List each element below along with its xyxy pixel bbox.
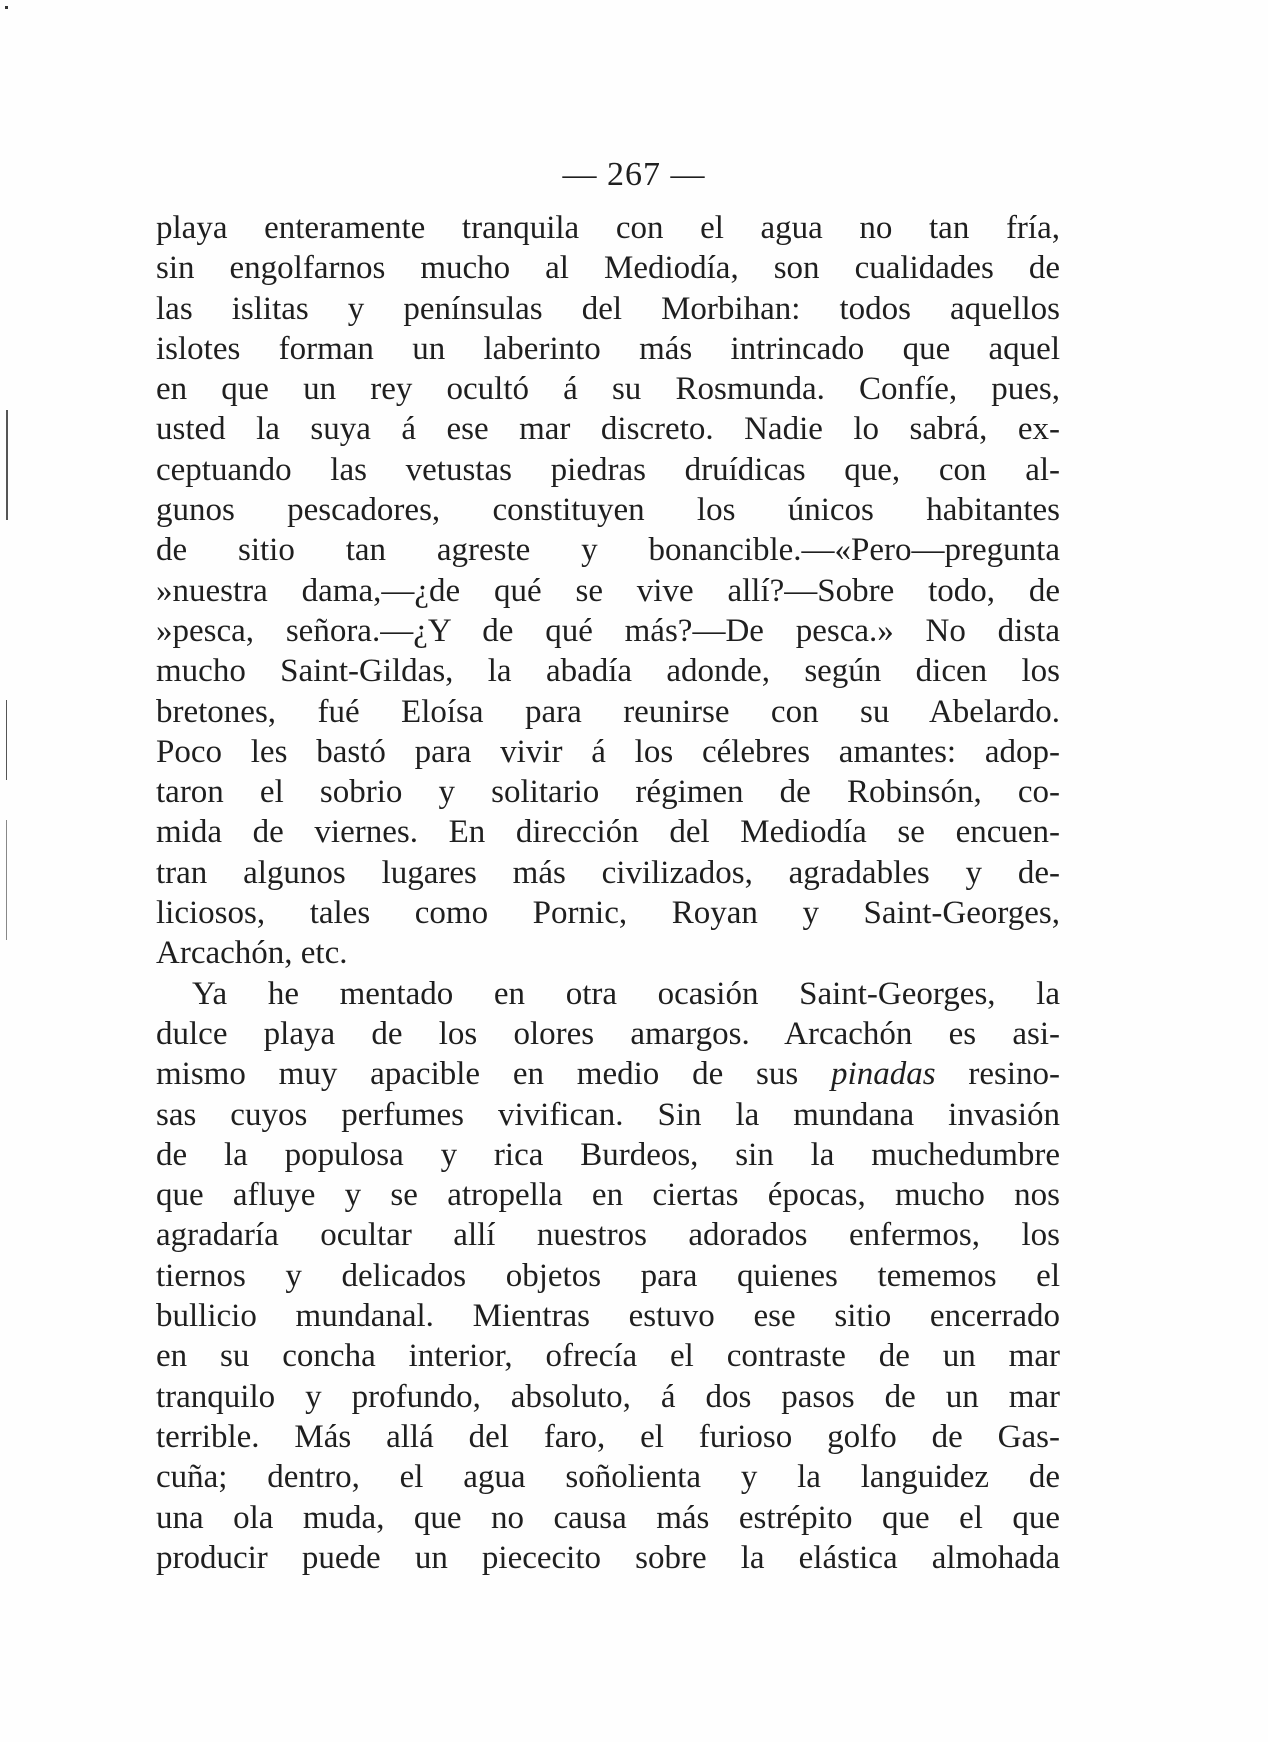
text-line: que afluye y se atropella en ciertas épocas, mucho nos bbox=[156, 1177, 1060, 1214]
page-number: — 267 — bbox=[562, 156, 706, 193]
text-line: mida de viernes. En dirección del Mediodía se encuen- bbox=[156, 814, 1060, 851]
text-line: islotes forman un laberinto más intrincado que aquel bbox=[156, 330, 1060, 367]
text-line: liciosos, tales como Pornic, Royan y Saint-Georges, bbox=[156, 895, 1060, 932]
scan-speck bbox=[5, 6, 8, 9]
text-line: mucho Saint-Gildas, la abadía adonde, según dicen los bbox=[156, 653, 1060, 690]
text-line: dulce playa de los olores amargos. Arcachón es asi- bbox=[156, 1015, 1060, 1052]
text-line: Arcachón, etc. bbox=[156, 935, 348, 972]
text-line: »nuestra dama,—¿de qué se vive allí?—Sobre todo, de bbox=[156, 572, 1060, 609]
text-line: en su concha interior, ofrecía el contraste de un mar bbox=[156, 1338, 1060, 1375]
text-line: »pesca, señora.—¿Y de qué más?—De pesca.» No dista bbox=[156, 612, 1060, 649]
text-line: playa enteramente tranquila con el agua no tan fría, bbox=[156, 210, 1060, 246]
text-line: las islitas y penínsulas del Morbihan: todos aquellos bbox=[156, 290, 1060, 327]
text-line: gunos pescadores, constituyen los únicos habitantes bbox=[156, 492, 1060, 529]
text-line: usted la suya á ese mar discreto. Nadie lo sabrá, ex- bbox=[156, 411, 1060, 448]
text-line: producir puede un piececito sobre la elástica almohada bbox=[156, 1539, 1060, 1576]
scan-margin-mark bbox=[6, 820, 7, 940]
text-line: taron el sobrio y solitario régimen de Robinsón, co- bbox=[156, 774, 1060, 811]
text-line: ceptuando las vetustas piedras druídicas que, con al- bbox=[156, 451, 1060, 488]
text-line: una ola muda, que no causa más estrépito que el que bbox=[156, 1499, 1060, 1536]
text-line-with-italic bbox=[156, 1054, 1060, 1094]
text-line: tiernos y delicados objetos para quienes tememos el bbox=[156, 1257, 1060, 1294]
text-line: cuña; dentro, el agua soñolienta y la languidez de bbox=[156, 1459, 1060, 1496]
text-line: Ya he mentado en otra ocasión Saint-Georges, la bbox=[192, 975, 1060, 1012]
text-line: en que un rey ocultó á su Rosmunda. Confíe, pues, bbox=[156, 371, 1060, 408]
text-line: bullicio mundanal. Mientras estuvo ese sitio encerrado bbox=[156, 1298, 1060, 1335]
scan-margin-mark bbox=[6, 700, 7, 780]
text-line: sin engolfarnos mucho al Mediodía, son cualidades de bbox=[156, 250, 1060, 287]
text-line: agradaría ocultar allí nuestros adorados enfermos, los bbox=[156, 1217, 1060, 1254]
text-line: de la populosa y rica Burdeos, sin la muchedumbre bbox=[156, 1136, 1060, 1173]
text-line: sas cuyos perfumes vivifican. Sin la mundana invasión bbox=[156, 1096, 1060, 1133]
text-line: bretones, fué Eloísa para reunirse con su Abelardo. bbox=[156, 693, 1060, 730]
italic-term: pinadas bbox=[831, 1056, 936, 1093]
text-line: tran algunos lugares más civilizados, agradables y de- bbox=[156, 854, 1060, 891]
text-fragment: mismo muy apacible en medio de sus bbox=[156, 1056, 832, 1093]
text-line: de sitio tan agreste y bonancible.—«Pero—pregunta bbox=[156, 532, 1060, 569]
text-fragment: resino- bbox=[935, 1056, 1061, 1093]
text-line: Poco les bastó para vivir á los célebres amantes: adop- bbox=[156, 733, 1060, 770]
text-line: terrible. Más allá del faro, el furioso golfo de Gas- bbox=[156, 1418, 1060, 1455]
text-line: tranquilo y profundo, absoluto, á dos pasos de un mar bbox=[156, 1378, 1060, 1415]
scan-margin-mark bbox=[6, 410, 8, 520]
body-text bbox=[156, 208, 1060, 1578]
